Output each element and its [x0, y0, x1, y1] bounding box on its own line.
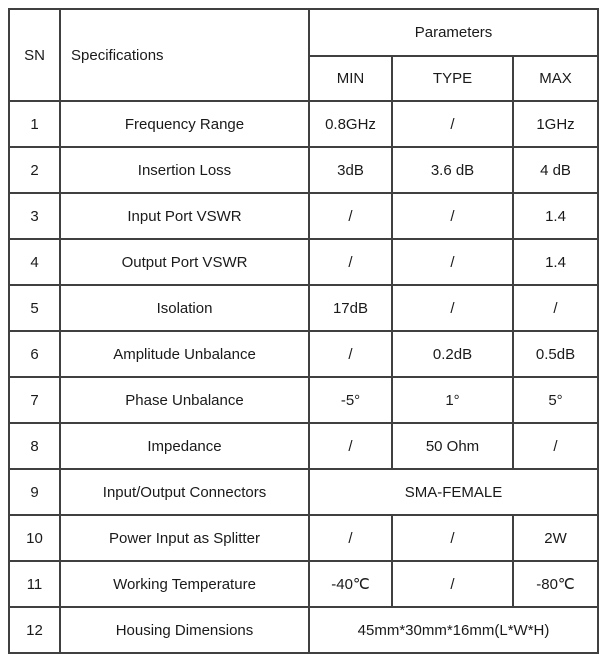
table-row	[9, 469, 598, 515]
cell-type: 0.2dB	[392, 331, 513, 377]
cell-spec: Power Input as Splitter	[60, 515, 309, 561]
header-sn: SN	[9, 9, 60, 101]
cell-spec: Frequency Range	[60, 101, 309, 147]
table-row	[9, 285, 598, 331]
cell-max: 1GHz	[513, 101, 598, 147]
header-specifications: Specifications	[60, 9, 309, 101]
table-row	[9, 377, 598, 423]
cell-max: /	[513, 423, 598, 469]
cell-min: /	[309, 423, 392, 469]
cell-sn: 4	[9, 239, 60, 285]
table-header	[9, 9, 598, 101]
cell-spec: Phase Unbalance	[60, 377, 309, 423]
cell-sn: 12	[9, 607, 60, 653]
cell-max: 1.4	[513, 239, 598, 285]
cell-sn: 10	[9, 515, 60, 561]
cell-min: 3dB	[309, 147, 392, 193]
table-row	[9, 607, 598, 653]
cell-type: 1°	[392, 377, 513, 423]
header-min: MIN	[309, 56, 392, 101]
cell-max: 1.4	[513, 193, 598, 239]
cell-min: -5°	[309, 377, 392, 423]
cell-sn: 6	[9, 331, 60, 377]
cell-sn: 11	[9, 561, 60, 607]
cell-sn: 5	[9, 285, 60, 331]
table-row	[9, 147, 598, 193]
cell-sn: 8	[9, 423, 60, 469]
header-max: MAX	[513, 56, 598, 101]
cell-spec: Housing Dimensions	[60, 607, 309, 653]
cell-min: /	[309, 331, 392, 377]
header-parameters: Parameters	[309, 9, 598, 56]
table-row	[9, 423, 598, 469]
cell-max: 2W	[513, 515, 598, 561]
cell-spec: Input/Output Connectors	[60, 469, 309, 515]
cell-spec: Working Temperature	[60, 561, 309, 607]
cell-spec: Output Port VSWR	[60, 239, 309, 285]
cell-type: /	[392, 285, 513, 331]
cell-type: /	[392, 193, 513, 239]
cell-sn: 7	[9, 377, 60, 423]
header-row-top	[9, 9, 598, 56]
table-row	[9, 331, 598, 377]
cell-max: 0.5dB	[513, 331, 598, 377]
cell-min: /	[309, 239, 392, 285]
cell-min: /	[309, 515, 392, 561]
cell-sn: 9	[9, 469, 60, 515]
header-type: TYPE	[392, 56, 513, 101]
cell-spec: Amplitude Unbalance	[60, 331, 309, 377]
cell-type: 50 Ohm	[392, 423, 513, 469]
table-row	[9, 193, 598, 239]
cell-min: /	[309, 193, 392, 239]
table-body	[9, 101, 598, 653]
cell-type: /	[392, 101, 513, 147]
cell-type: 3.6 dB	[392, 147, 513, 193]
cell-sn: 3	[9, 193, 60, 239]
cell-min: -40℃	[309, 561, 392, 607]
cell-min: 17dB	[309, 285, 392, 331]
cell-spec: Input Port VSWR	[60, 193, 309, 239]
table-row	[9, 101, 598, 147]
table-row	[9, 515, 598, 561]
cell-type: /	[392, 561, 513, 607]
cell-sn: 2	[9, 147, 60, 193]
cell-spec: Impedance	[60, 423, 309, 469]
cell-max: 5°	[513, 377, 598, 423]
cell-min: 0.8GHz	[309, 101, 392, 147]
cell-max: /	[513, 285, 598, 331]
specifications-table	[8, 8, 599, 654]
cell-type: /	[392, 239, 513, 285]
cell-sn: 1	[9, 101, 60, 147]
cell-merged-value: 45mm*30mm*16mm(L*W*H)	[309, 607, 598, 653]
cell-spec: Isolation	[60, 285, 309, 331]
cell-merged-value: SMA-FEMALE	[309, 469, 598, 515]
cell-max: -80℃	[513, 561, 598, 607]
cell-type: /	[392, 515, 513, 561]
table-row	[9, 561, 598, 607]
cell-spec: Insertion Loss	[60, 147, 309, 193]
cell-max: 4 dB	[513, 147, 598, 193]
table-row	[9, 239, 598, 285]
